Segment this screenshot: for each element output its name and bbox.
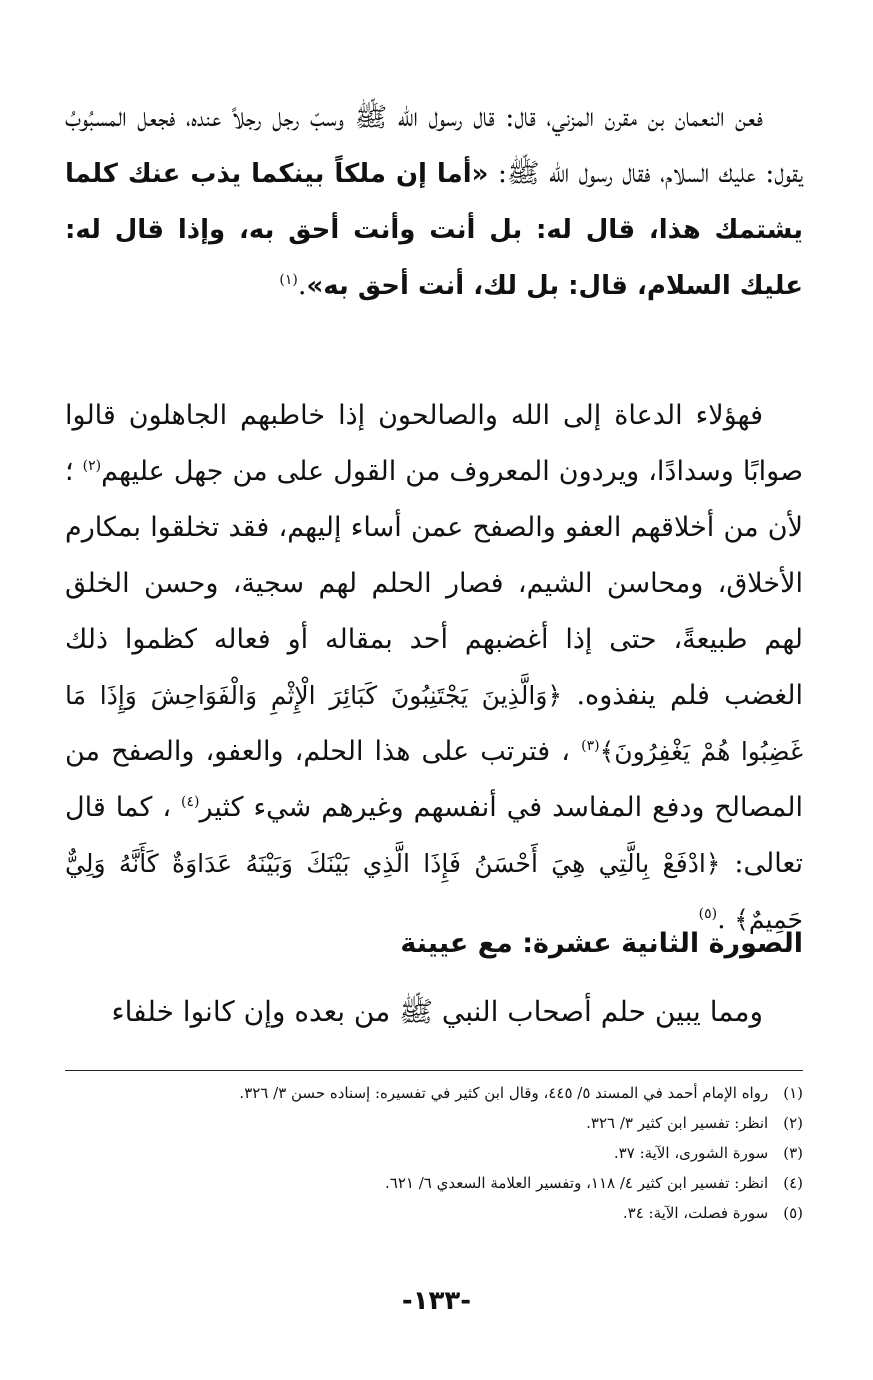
footnote-ref-1: (١) (279, 272, 298, 288)
hadith-quote: «أما إن ملكاً بينكما يذب عنك كلما يشتمك هذا، قال له: بل أنت وأنت أحق به، وإذا قال له: عليك السلام، قال: بل لك، أنت أحق به» (65, 159, 803, 301)
quran-verse-shura: ﴿وَالَّذِينَ يَجْتَنِبُونَ كَبَائِرَ الْإِثْمِ وَالْفَوَاحِشَ وَإِذَا مَا غَضِبُوا هُمْ يَغْفِرُونَ﴾ (65, 681, 803, 766)
footnote-number: (٥) (783, 1204, 803, 1222)
footnote-number: (١) (783, 1084, 803, 1102)
paragraph1-lead: فعن النعمان بن مقرن المزني، قال: قال رسول الله ﷺ وسبّ رجل رجلاً عنده، فجعل المسبُوبُ يقول: عليك السلام، فقال رسول الله ﷺ: (65, 102, 803, 189)
paragraph1-end: . (297, 270, 307, 301)
footnote-item (65, 1138, 803, 1168)
footnote-item (65, 1078, 803, 1108)
footnote-item (65, 1198, 803, 1228)
footnote-text: انظر: تفسير ابن كثير ٤/ ١١٨، وتفسير العلامة السعدي ٦/ ٦٢١. (385, 1174, 769, 1192)
paragraph2-part1: فهؤلاء الدعاة إلى الله والصالحون إذا خاطبهم الجاهلون قالوا صوابًا وسدادًا، ويردون المعروف من القول على من جهل عليهم (65, 400, 803, 487)
paragraph2-part3: ، فترتب على هذا الحلم، والعفو، والصفح من المصالح ودفع المفاسد في أنفسهم وغيرهم شيء كثير (65, 736, 803, 823)
paragraph3-text: ومما يبين حلم أصحاب النبي ﷺ من بعده وإن كانوا خلفاء (111, 995, 763, 1028)
footnote-text: انظر: تفسير ابن كثير ٣/ ٣٢٦. (586, 1114, 769, 1132)
footnotes-list (65, 1078, 803, 1228)
footnote-ref-3: (٣) (581, 738, 600, 754)
footnote-divider (65, 1070, 803, 1071)
footnote-number: (٢) (783, 1114, 803, 1132)
footnote-text: سورة فصلت، الآية: ٣٤. (622, 1204, 769, 1222)
paragraph2-part4: ، كما قال تعالى: (65, 792, 803, 879)
footnote-item (65, 1108, 803, 1138)
footnote-number: (٣) (783, 1144, 803, 1162)
quran-verse-fussilat: ﴿ادْفَعْ بِالَّتِي هِيَ أَحْسَنُ فَإِذَا الَّذِي بَيْنَكَ وَبَيْنَهُ عَدَاوَةٌ كَأَنَّهُ وَلِيٌّ حَمِيمٌ﴾ (65, 849, 803, 934)
paragraph2-part2: ؛ لأن من أخلاقهم العفو والصفح عمن أساء إليهم، فقد تخلقوا بمكارم الأخلاق، ومحاسن الشيم، فصار الحلم لهم سجية، وحسن الخلق لهم طبيعةً، حتى إذا أغضبهم أحد بمقاله أو فعاله كظموا ذلك الغضب فلم ينفذوه. (65, 456, 803, 711)
paragraph-hadith (65, 90, 803, 314)
footnote-number: (٤) (783, 1174, 803, 1192)
footnote-ref-4: (٤) (181, 794, 200, 810)
paragraph-preachers (65, 388, 803, 948)
footnote-item (65, 1168, 803, 1198)
footnote-text: رواه الإمام أحمد في المسند ٥/ ٤٤٥، وقال ابن كثير في تفسيره: إسناده حسن ٣/ ٣٢٦. (239, 1084, 769, 1102)
paragraph-companions (65, 984, 803, 1040)
paragraph2-part5: . (717, 904, 735, 935)
footnote-ref-5: (٥) (698, 906, 718, 922)
page-number: -١٣٣- (401, 1286, 472, 1316)
footnote-ref-2: (٢) (82, 458, 102, 474)
footnote-text: سورة الشورى، الآية: ٣٧. (613, 1144, 769, 1162)
section-heading: الصورة الثانية عشرة: مع عيينة (400, 928, 803, 959)
